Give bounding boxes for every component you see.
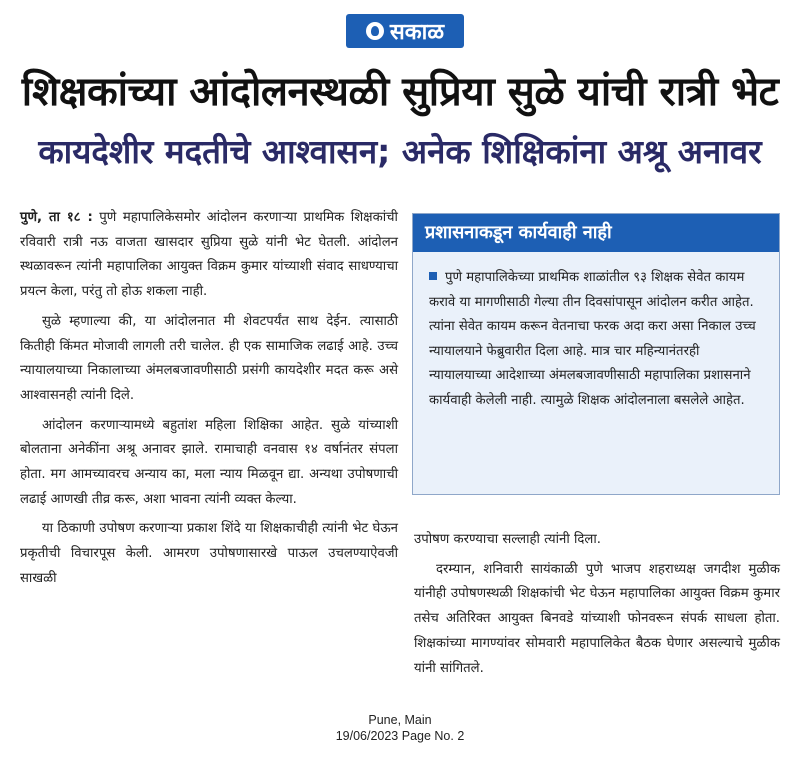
sidebar-box (412, 213, 780, 495)
dateline: पुणे, ता १८ : (20, 210, 93, 225)
article-paragraph-3: आंदोलन करणाऱ्यामध्ये बहुतांश महिला शिक्षिका आहेत. सुळे यांच्याशी बोलताना अनेकींना अश्रू अनावर झाले. रामाचाही वनवास १४ वर्षानंतर संपला होता. मग आमच्यावरच अन्याय का, मला न्याय मिळवून द्या. अन्यथा उपोषणाची लढाई आणखी तीव्र करू, अशा भावना त्यांनी व्यक्त केल्या. (20, 417, 398, 507)
page-footer (0, 712, 800, 744)
article-paragraph-5: उपोषण करण्याचा सल्लाही त्यांनी दिला. (414, 532, 601, 547)
edition-label: Pune, Main (368, 713, 432, 727)
paragraph-1-text: पुणे महापालिकेसमोर आंदोलन करणाऱ्या प्राथमिक शिक्षकांची रविवारी रात्री नऊ वाजता खासदार सुप्रिया सुळे यांनी भेट घेतली. आंदोलन स्थळावरून त्यांनी महापालिका आयुक्त विक्रम कुमार यांच्याशी संवाद साधण्याचा प्रयत्न केला, परंतु तो होऊ शकला नाही. (20, 210, 398, 300)
article-right-column (414, 528, 780, 686)
article-paragraph-2: सुळे म्हणाल्या की, या आंदोलनात मी शेवटपर्यंत साथ देईन. त्यासाठी कितीही किंमत मोजावी लागली तरी चालेल. ही एक सामाजिक लढाई आहे. उच्च न्यायालयाच्या निकालाच्या अंमलबजावणीसाठी प्रसंगी कायदेशीर मदत करू असे आश्वासनही त्यांनी दिले. (20, 313, 398, 403)
article-left-column (20, 206, 398, 597)
subheadline: कायदेशीर मदतीचे आश्वासन; अनेक शिक्षिकांना अश्रू अनावर (38, 132, 762, 171)
sakal-emblem-icon (366, 22, 384, 40)
date-page-label: 19/06/2023 Page No. 2 (335, 729, 465, 743)
sidebar-title: प्रशासनाकडून कार्यवाही नाही (413, 214, 779, 252)
article-paragraph-6: दरम्यान, शनिवारी सायंकाळी पुणे भाजप शहराध्यक्ष जगदीश मुळीक यांनीही उपोषणस्थळी शिक्षकांची भेट घेऊन महापालिका आयुक्त विक्रम कुमार तसेच अतिरिक्त आयुक्त बिनवडे यांच्याशी फोनवरून संपर्क साधला होता. शिक्षकांच्या मागण्यांवर सोमवारी महापालिकेत बैठक घेणार असल्याचे मुळीक यांनी सांगितले. (414, 561, 780, 676)
sidebar-text: पुणे महापालिकेच्या प्राथमिक शाळांतील ९३ शिक्षक सेवेत कायम करावे या मागणीसाठी गेल्या तीन दिवसांपासून आंदोलन करीत आहेत. त्यांना सेवेत कायम करून वेतनाचा फरक अदा करा असा निकाल उच्च न्यायालयाने फेब्रुवारीत दिला आहे. मात्र चार महिन्यानंतरही न्यायालयाच्या आदेशाच्या अंमलबजावणीसाठी महापालिका प्रशासनाने कार्यवाही केलेली नाही. त्यामुळे शिक्षक आंदोलनाला बसलेले आहेत. (429, 270, 756, 408)
headline: शिक्षकांच्या आंदोलनस्थळी सुप्रिया सुळे यांची रात्री भेट (21, 69, 779, 115)
masthead-logo (346, 14, 464, 48)
logo-text: सकाळ (389, 20, 445, 45)
sidebar-body (413, 252, 779, 413)
square-bullet-icon (429, 272, 437, 280)
article-paragraph-1 (20, 206, 398, 305)
article-paragraph-4: या ठिकाणी उपोषण करणाऱ्या प्रकाश शिंदे या शिक्षकाचीही त्यांनी भेट घेऊन प्रकृतीची विचारपूस केली. आमरण उपोषणासारखे पाऊल उचलण्याऐवजी साखळी (20, 521, 398, 586)
